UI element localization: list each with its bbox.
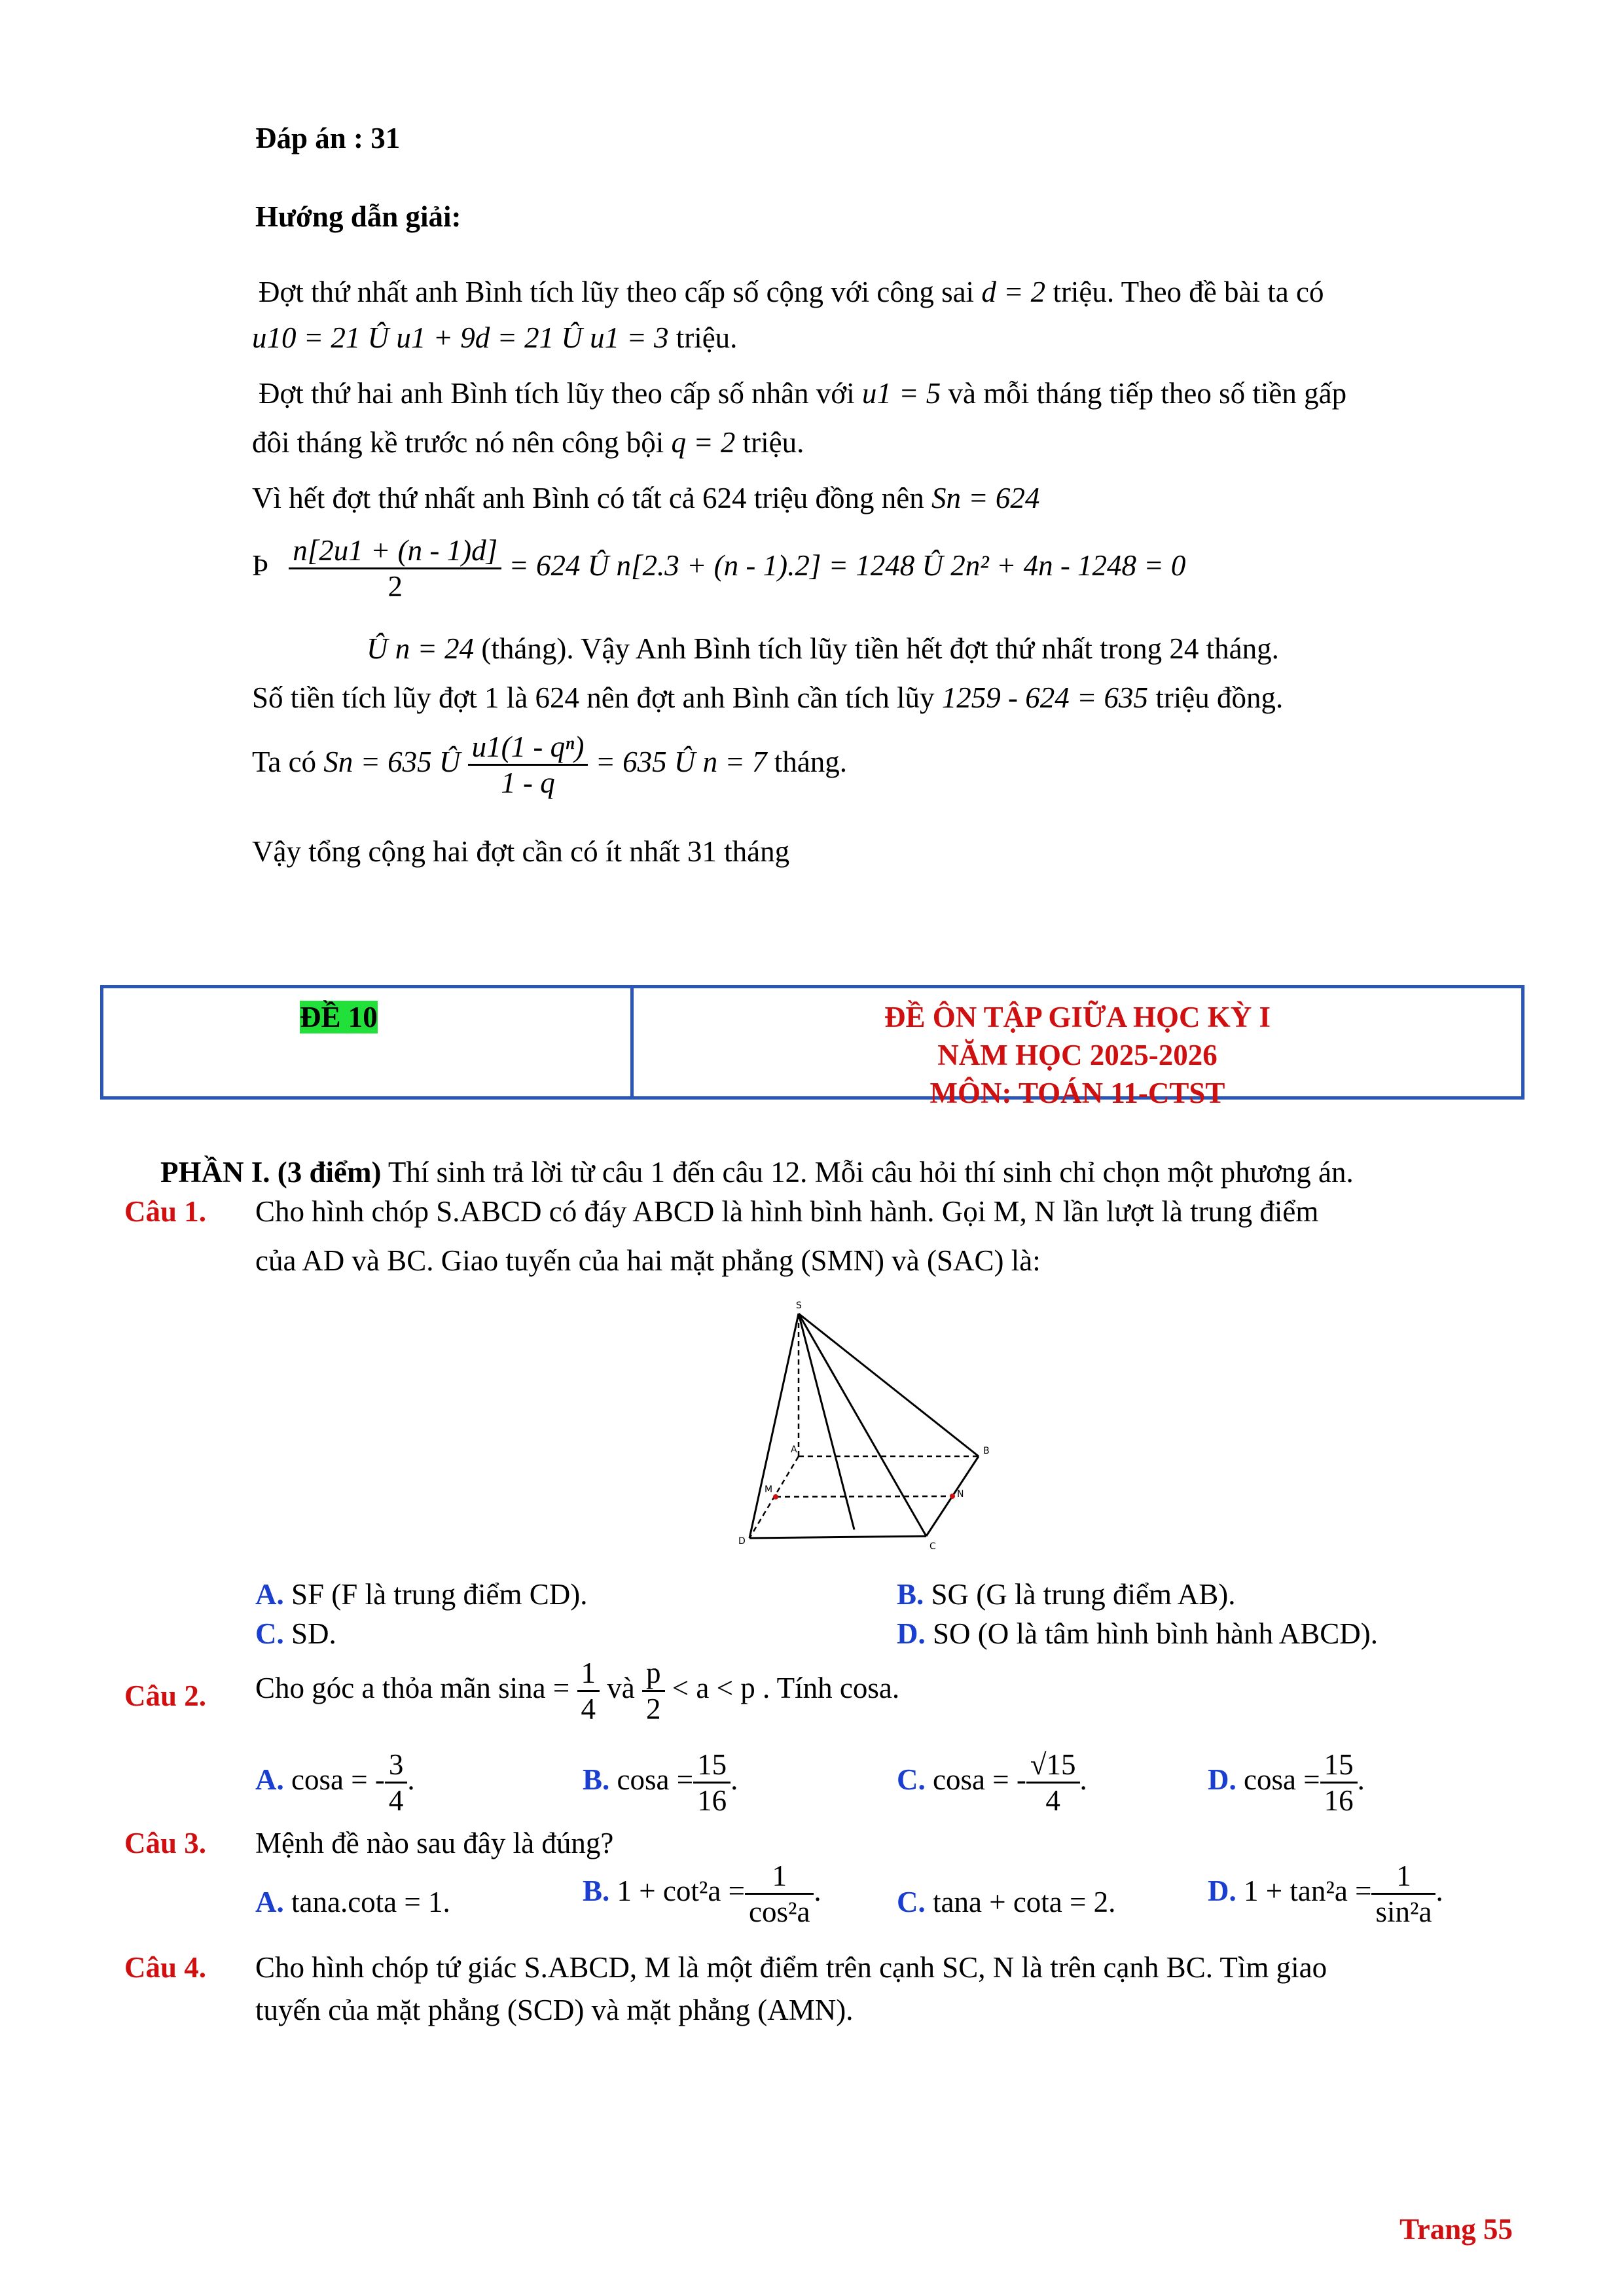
solution-equation-3: Û n = 24 (tháng). Vậy Anh Bình tích lũy tiền hết đợt thứ nhất trong 24 tháng.: [367, 632, 1279, 665]
q2-option-c[interactable]: C. cosa = - $\frac{√15}{4}$ .: [897, 1748, 1087, 1817]
q1-option-b[interactable]: B. SG (G là trung điểm AB).: [897, 1578, 1236, 1611]
pyramid-figure: [727, 1293, 1001, 1568]
q3-label: Câu 3.: [124, 1827, 207, 1859]
q1-label: Câu 1.: [124, 1195, 207, 1228]
exam-title: ĐỀ ÔN TẬP GIỮA HỌC KỲ I NĂM HỌC 2025-2026 MÔN: TOÁN 11-CTST: [884, 1001, 1271, 1109]
solution-conclusion: Vậy tổng cộng hai đợt cần có ít nhất 31 tháng: [252, 835, 790, 868]
q2-option-a[interactable]: A. cosa = - $\frac{3}{4}$ .: [255, 1748, 415, 1817]
label-s: S: [796, 1300, 802, 1311]
exam-header-table: [100, 985, 1525, 1109]
edge-sb: [799, 1314, 979, 1456]
point-n: [950, 1494, 955, 1499]
page-number: Trang 55: [1399, 2213, 1513, 2246]
q3-text: Mệnh đề nào sau đây là đúng?: [255, 1827, 614, 1859]
part1-heading: PHẦN I. (3 điểm) Thí sinh trả lời từ câu 1 đến câu 12. Mỗi câu hỏi thí sinh chỉ chọn một phương án.: [160, 1156, 1354, 1189]
label-n: N: [957, 1489, 964, 1499]
q2-label: Câu 2.: [124, 1679, 207, 1712]
solution-paragraph-4: Số tiền tích lũy đợt 1 là 624 nên đợt anh Bình cần tích lũy 1259 - 624 = 635 triệu đồng.: [252, 681, 1284, 714]
q1-option-d[interactable]: D. SO (O là tâm hình bình hành ABCD).: [897, 1617, 1378, 1650]
q3-option-a[interactable]: A. tana.cota = 1.: [255, 1886, 450, 1918]
q1-option-c[interactable]: C. SD.: [255, 1617, 336, 1650]
solution-paragraph-2b: đôi tháng kề trước nó nên công bội q = 2 triệu.: [252, 426, 804, 459]
q3-option-d[interactable]: D. 1 + tan²a = $\frac{1}{\text{sin²a}}$ .: [1208, 1859, 1443, 1928]
solution-equation-2: Þ $\frac{n[2u1 + (n - 1)d]}{2}$ = 624 Û n[2.3 + (n - 1).2] = 1248 Û 2n² + 4n - 1248 = 0: [252, 534, 1186, 603]
q1-text-line2: của AD và BC. Giao tuyến của hai mặt phẳng (SMN) và (SAC) là:: [255, 1244, 1041, 1277]
solution-paragraph-2: Đợt thứ hai anh Bình tích lũy theo cấp số nhân với u1 = 5 và mỗi tháng tiếp theo số tiền gấp: [259, 377, 1347, 410]
q3-option-b[interactable]: B. 1 + cot²a = $\frac{1}{\text{cos²a}}$ .: [583, 1859, 821, 1928]
label-d: D: [738, 1536, 746, 1547]
q3-option-c[interactable]: C. tana + cota = 2.: [897, 1886, 1116, 1918]
label-c: C: [929, 1541, 936, 1552]
q4-label: Câu 4.: [124, 1951, 207, 1984]
label-m: M: [765, 1484, 773, 1495]
solution-equation-1: u10 = 21 Û u1 + 9d = 21 Û u1 = 3 triệu.: [252, 321, 738, 354]
q1-text-line1: Cho hình chóp S.ABCD có đáy ABCD là hình bình hành. Gọi M, N lần lượt là trung điểm: [255, 1195, 1319, 1228]
guide-label: Hướng dẫn giải:: [255, 200, 461, 233]
label-b: B: [983, 1446, 990, 1456]
q2-option-d[interactable]: D. cosa = $\frac{15}{16}$ .: [1208, 1748, 1365, 1817]
solution-paragraph-3: Vì hết đợt thứ nhất anh Bình có tất cả 624 triệu đồng nên Sn = 624: [252, 482, 1040, 514]
q2-text: Cho góc a thỏa mãn sina = $\frac{1}{4}$ và $\frac{p}{2}$ < a < p . Tính cosa.: [255, 1657, 900, 1725]
point-m: [773, 1494, 778, 1499]
edge-sc: [799, 1314, 926, 1536]
solution-paragraph-1: Đợt thứ nhất anh Bình tích lũy theo cấp số cộng với công sai d = 2 triệu. Theo đề bài ta có: [259, 276, 1324, 308]
segment-mn: [776, 1496, 952, 1497]
q4-text-line1: Cho hình chóp tứ giác S.ABCD, M là một điểm trên cạnh SC, N là trên cạnh BC. Tìm giao: [255, 1951, 1327, 1984]
solution-equation-4: Ta có Sn = 635 Û $\frac{\text{u1(1 - qⁿ)}}{1 - q}$ = 635 Û n = 7 tháng.: [252, 730, 848, 799]
exam-number: ĐỀ 10: [300, 1001, 378, 1033]
q4-text-line2: tuyến của mặt phẳng (SCD) và mặt phẳng (AMN).: [255, 1994, 854, 2026]
q2-option-b[interactable]: B. cosa = $\frac{15}{16}$ .: [583, 1748, 738, 1817]
label-a: A: [791, 1444, 797, 1455]
edge-sd: [749, 1314, 799, 1538]
answer-label: Đáp án : 31: [255, 122, 401, 154]
q1-option-a[interactable]: A. SF (F là trung điểm CD).: [255, 1578, 588, 1611]
edge-dc: [749, 1536, 926, 1538]
